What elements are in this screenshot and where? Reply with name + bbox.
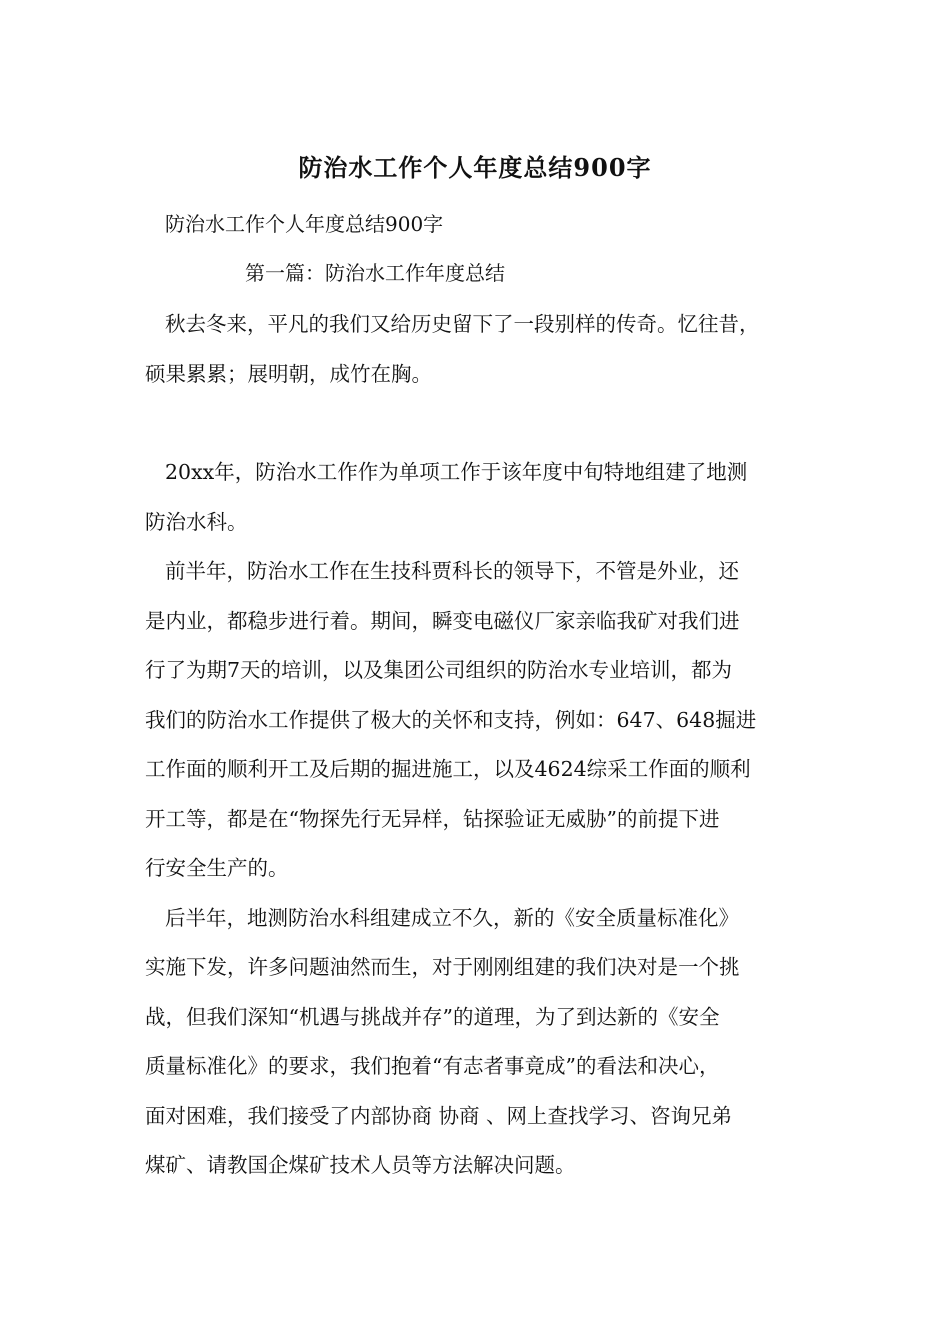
paragraph-line: 秋去冬来，平凡的我们又给历史留下了一段别样的传奇。忆往昔， [165,312,760,336]
paragraph-line: 煤矿、请教国企煤矿技术人员等方法解决问题。 [145,1153,576,1177]
paragraph-line: 前半年，防治水工作在生技科贾科长的领导下，不管是外业，还 [165,559,739,583]
document-subtitle: 防治水工作个人年度总结900字 [165,212,444,236]
paragraph-line: 质量标准化》的要求，我们抱着“有志者事竟成”的看法和决心， [145,1054,720,1078]
paragraph-line: 开工等，都是在“物探先行无异样，钻探验证无威胁”的前提下进 [145,807,720,831]
paragraph-line: 是内业，都稳步进行着。期间，瞬变电磁仪厂家亲临我矿对我们进 [145,609,740,633]
paragraph-line: 20xx年，防治水工作作为单项工作于该年度中旬特地组建了地测 [165,460,748,484]
paragraph-line: 行了为期7天的培训，以及集团公司组织的防治水专业培训，都为 [145,658,733,682]
paragraph-line: 面对困难，我们接受了内部协商 协商 、网上查找学习、咨询兄弟 [145,1104,733,1128]
paragraph-line: 行安全生产的。 [145,856,289,880]
paragraph-line: 我们的防治水工作提供了极大的关怀和支持，例如：647、648掘进 [145,708,757,732]
paragraph-line: 实施下发，许多问题油然而生，对于刚刚组建的我们决对是一个挑 [145,955,740,979]
paragraph-line: 防治水科。 [145,510,248,534]
paragraph-line: 硕果累累；展明朝，成竹在胸。 [145,362,432,386]
paragraph-line: 战，但我们深知“机遇与挑战并存”的道理，为了到达新的《安全 [145,1005,720,1029]
document-title: 防治水工作个人年度总结900字 [298,153,652,182]
paragraph-line: 后半年，地测防治水科组建成立不久，新的《安全质量标准化》 [165,906,739,930]
chapter-heading: 第一篇：防治水工作年度总结 [245,261,505,285]
paragraph-line: 工作面的顺利开工及后期的掘进施工，以及4624综采工作面的顺利 [145,757,751,781]
